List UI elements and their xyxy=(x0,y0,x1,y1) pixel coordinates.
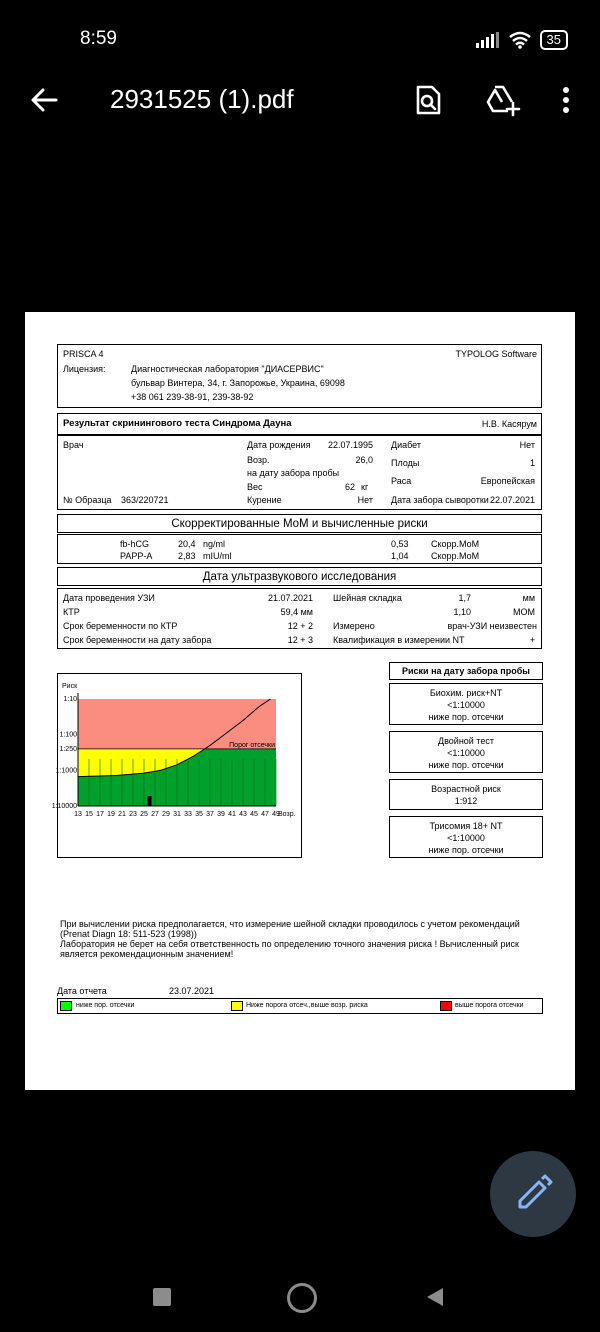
risk-title: Возрастной риск xyxy=(431,784,501,794)
mom-mom-2: 1,04 xyxy=(391,551,409,561)
nt-unit: мм xyxy=(522,593,535,603)
license-label: Лицензия: xyxy=(63,364,106,374)
risk-title: Биохим. риск+NT xyxy=(429,688,503,698)
software-name: TYPOLOG Software xyxy=(455,349,537,359)
mom-label-2: Скорр.МоМ xyxy=(431,551,480,561)
age-value: 26,0 xyxy=(355,455,373,465)
lab-name: Диагностическая лаборатория "ДИАСЕРВИС" xyxy=(131,364,324,374)
weight-label: Вес xyxy=(247,482,263,492)
x-tick-label: 23 xyxy=(129,811,137,818)
x-tick-label: 19 xyxy=(107,811,115,818)
x-tick-label: 29 xyxy=(162,811,170,818)
edit-button[interactable] xyxy=(490,1151,576,1237)
serum-date-label: Дата забора сыворотки xyxy=(391,495,489,505)
risk-box-double xyxy=(389,731,543,773)
qualification-label: Квалификация в измерении NT xyxy=(333,635,465,645)
mom-name-1: fb-hCG xyxy=(120,539,150,549)
note-line-3: Лаборатория не берет на себя ответственность по определению точного значения риска ! Вычисленный риск xyxy=(60,939,519,949)
risk-box-biochem xyxy=(389,683,543,725)
us-date: 21.07.2021 xyxy=(267,593,313,603)
x-tick-label: 43 xyxy=(239,811,247,818)
note-line-1: При вычислении риска предполагается, что измерение шейной складки проводилось с учетом рекомендаций xyxy=(60,919,520,929)
mom-label-1: Скорр.МоМ xyxy=(431,539,480,549)
report-date: 23.07.2021 xyxy=(169,986,215,996)
x-tick-label: 47 xyxy=(261,811,269,818)
x-tick-label: 25 xyxy=(140,811,148,818)
dob-label: Дата рождения xyxy=(247,440,311,450)
legend-label-green: ниже пор. отсечки xyxy=(76,1002,135,1009)
nt-label: Шейная складка xyxy=(333,593,402,603)
wifi-icon xyxy=(508,31,532,49)
y-tick-label: 1:1000 xyxy=(55,767,77,775)
note-line-2: (Prenat Diagn 18: 511-523 (1998)) xyxy=(60,929,197,939)
x-tick-label: 17 xyxy=(96,811,104,818)
x-tick-label: 27 xyxy=(151,811,159,818)
serum-date-value: 22.07.2021 xyxy=(489,495,535,505)
legend-swatch-red xyxy=(440,1001,452,1011)
ga-crl-label: Срок беременности по КТР xyxy=(63,621,178,631)
risk-title: Трисомия 18+ NT xyxy=(429,821,503,831)
mom-title: Скорректированные МоМ и вычисленные риски xyxy=(171,518,428,530)
mom-unit-1: ng/ml xyxy=(203,539,226,549)
mom-unit-2: mIU/ml xyxy=(203,551,232,561)
x-tick-label: 33 xyxy=(184,811,192,818)
battery-icon: 35 xyxy=(540,30,568,50)
status-icons xyxy=(476,30,568,50)
age-label: Возр. xyxy=(247,455,270,465)
legend-swatch-yellow xyxy=(231,1001,243,1011)
fetuses-value: 1 xyxy=(529,458,535,468)
patient-marker xyxy=(148,796,152,806)
x-tick-label: 13 xyxy=(74,811,82,818)
nt-mom-unit: МОМ xyxy=(513,607,535,617)
back-nav-button[interactable] xyxy=(426,1287,444,1307)
crl-label: КТР xyxy=(63,607,80,617)
ga-sample-value: 12 + 3 xyxy=(287,635,313,645)
risk-value: 1:912 xyxy=(454,796,478,806)
y-tick-label: 1:10 xyxy=(63,696,77,703)
dob-value: 22.07.1995 xyxy=(327,440,373,450)
qualification-value: + xyxy=(529,635,535,645)
cutoff-label: Порог отсечки xyxy=(229,741,275,749)
risk-value: <1:10000 xyxy=(447,700,485,710)
find-in-document-icon[interactable] xyxy=(412,84,444,116)
add-to-drive-icon[interactable] xyxy=(484,84,520,116)
sample-label: № Образца xyxy=(63,495,112,505)
x-tick-label: 21 xyxy=(118,811,126,818)
risks-title: Риски на дату забора пробы xyxy=(402,666,530,676)
y-axis-label: Риск xyxy=(62,683,78,690)
status-time: 8:59 xyxy=(80,28,117,49)
measured-value: врач-УЗИ неизвестен xyxy=(447,621,537,631)
risk-box-age xyxy=(389,779,543,810)
doctor-label: Врач xyxy=(63,440,84,450)
result-title: Результат скринингового теста Синдрома Дауна xyxy=(63,418,292,429)
note-line-4: является рекомендационным значением! xyxy=(60,949,234,959)
lab-address: бульвар Винтера, 34, г. Запорожье, Украина, 69098 xyxy=(131,378,345,388)
crl-value: 59,4 мм xyxy=(280,607,313,617)
ga-crl-value: 12 + 2 xyxy=(287,621,313,631)
fetuses-label: Плоды xyxy=(391,458,420,468)
back-arrow-icon[interactable] xyxy=(28,84,60,116)
risk-value: <1:10000 xyxy=(447,833,485,843)
app-name: PRISCA 4 xyxy=(63,349,104,359)
us-date-label: Дата проведения УЗИ xyxy=(63,593,155,603)
y-tick-label: 1:100 xyxy=(59,731,77,739)
document-title: 2931525 (1).pdf xyxy=(110,84,294,114)
x-tick-label: 45 xyxy=(250,811,258,818)
legend-swatch-green xyxy=(60,1001,72,1011)
risk-chart xyxy=(51,674,301,857)
age-label-note: на дату забора пробы xyxy=(247,468,340,478)
diabetes-value: Нет xyxy=(519,440,535,450)
us-title: Дата ультразвукового исследования xyxy=(202,571,397,583)
home-nav-button[interactable] xyxy=(287,1283,317,1313)
x-tick-label: 31 xyxy=(173,811,181,818)
x-tick-label: 15 xyxy=(85,811,93,818)
signal-icon xyxy=(476,32,500,48)
y-tick-label: 1:250 xyxy=(59,745,77,753)
weight-value: 62 xyxy=(344,482,355,492)
mom-mom-1: 0,53 xyxy=(391,539,409,549)
race-label: Раса xyxy=(391,476,412,486)
mom-name-2: PAPP-A xyxy=(120,551,153,561)
patient-name: Н.В. Касярум xyxy=(481,419,537,429)
race-value: Европейская xyxy=(480,476,535,486)
sample-value: 363/220721 xyxy=(121,495,169,505)
y-tick-label: 1:10000 xyxy=(51,803,77,810)
smoking-value: Нет xyxy=(357,495,373,505)
x-tick-label: 35 xyxy=(195,811,203,818)
measured-label: Измерено xyxy=(333,621,375,631)
mom-value-2: 2,83 xyxy=(178,551,196,561)
weight-unit: кг xyxy=(361,482,369,492)
report-date-label: Дата отчета xyxy=(57,986,107,996)
smoking-label: Курение xyxy=(247,495,282,505)
x-axis-label: Возр. xyxy=(278,811,296,818)
more-options-icon[interactable] xyxy=(556,84,576,116)
risk-note: ниже пор. отсечки xyxy=(428,760,504,770)
ga-sample-label: Срок беременности на дату забора xyxy=(63,635,212,645)
mom-value-1: 20,4 xyxy=(178,539,196,549)
risk-note: ниже пор. отсечки xyxy=(428,712,504,722)
lab-phone: +38 061 239-38-91, 239-38-92 xyxy=(131,392,254,402)
nt-value: 1,7 xyxy=(458,593,471,603)
legend-label-yellow: Ниже порога отсеч.,выше возр. риска xyxy=(246,1002,368,1009)
risk-note: ниже пор. отсечки xyxy=(428,845,504,855)
diabetes-label: Диабет xyxy=(391,440,422,450)
x-tick-label: 37 xyxy=(206,811,214,818)
risk-box-t18 xyxy=(389,816,543,858)
pencil-icon xyxy=(490,1151,576,1237)
risk-title: Двойной тест xyxy=(438,736,494,746)
recents-nav-button[interactable] xyxy=(153,1288,171,1306)
x-tick-label: 41 xyxy=(228,811,236,818)
nt-mom: 1,10 xyxy=(453,607,471,617)
legend-label-red: выше порога отсечки xyxy=(455,1002,524,1009)
x-tick-label: 39 xyxy=(217,811,225,818)
x-tick-label: 49 xyxy=(272,811,280,818)
pdf-page[interactable] xyxy=(25,312,575,1090)
risk-value: <1:10000 xyxy=(447,748,485,758)
